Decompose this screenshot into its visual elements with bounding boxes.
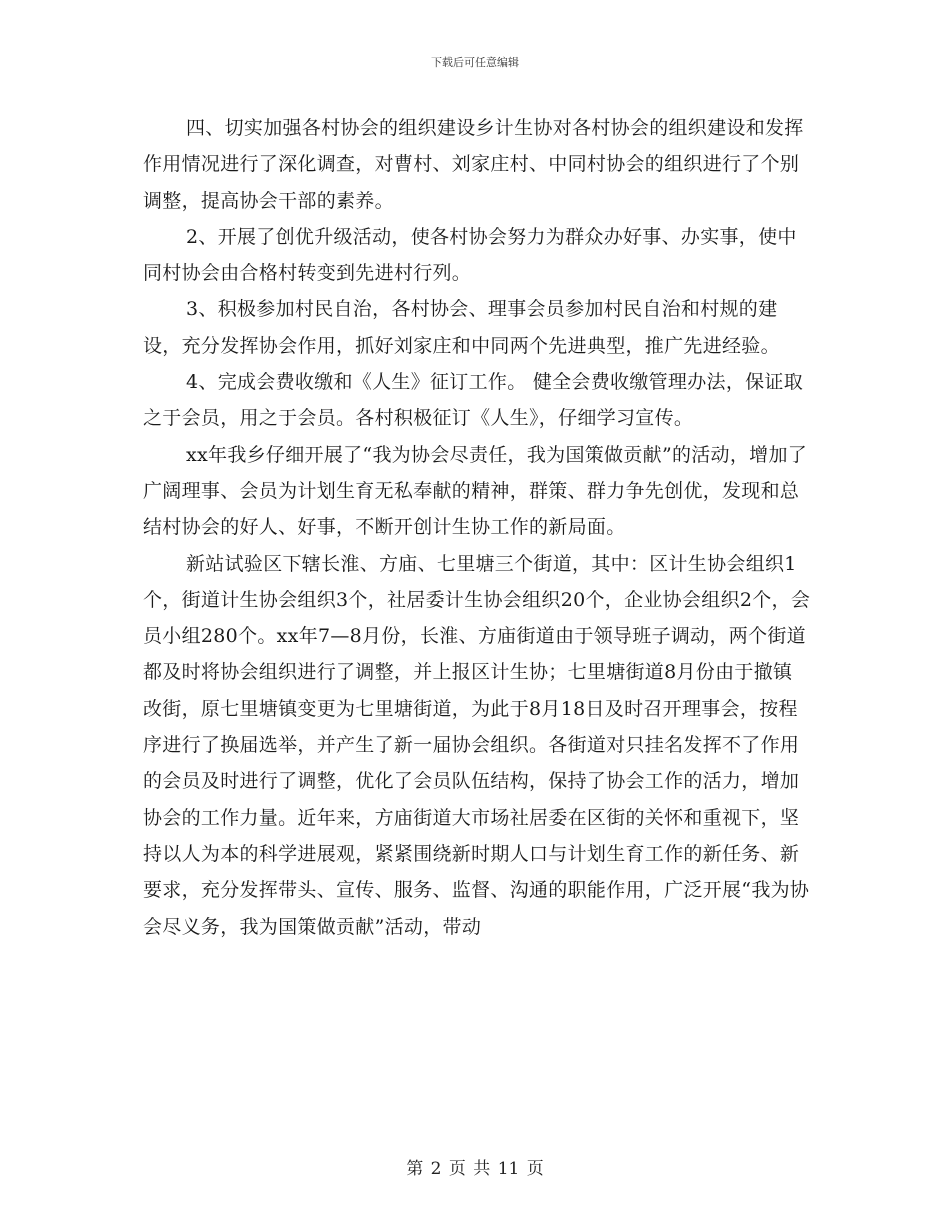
paragraph: 四、切实加强各村协会的组织建设乡计生协对各村协会的组织建设和发挥作用情况进行了深化调查，对曹村、刘家庄村、中同村协会的组织进行了个别调整，提高协会干部的素养。 bbox=[143, 117, 804, 212]
page-header-note: 下载后可任意编辑 bbox=[431, 56, 519, 69]
page-number: 第 2 页 共 11 页 bbox=[406, 1159, 544, 1179]
document-body bbox=[143, 110, 811, 945]
paragraph: 新站试验区下辖长淮、方庙、七里塘三个街道，其中：区计生协会组织1个，街道计生协会组织3个，社居委计生协会组织20个，企业协会组织2个，会员小组280个。xx年7—8月份，长淮、方庙街道由于领导班子调动，两个街道都及时将协会组织进行了调整，并上报区计生协；七里塘街道8月份由于撤镇改街，原七里塘镇变更为七里塘街道，为此于8月18日及时召开理事会，按程序进行了换届选举，并产生了新一届协会组织。各街道对只挂名发挥不了作用的会员及时进行了调整，优化了会员队伍结构，保持了协会工作的活力，增加协会的工作力量。近年来，方庙街道大市场社居委在区街的关怀和重视下，坚持以人为本的科学进展观，紧紧围绕新时期人口与计划生育工作的新任务、新要求，充分发挥带头、宣传、服务、监督、沟通的职能作用，广泛开展“我为协会尽义务，我为国策做贡献”活动，带动 bbox=[143, 552, 811, 938]
paragraph: 2、开展了创优升级活动，使各村协会努力为群众办好事、办实事，使中同村协会由合格村转变到先进村行列。 bbox=[143, 225, 797, 285]
paragraph: xx年我乡仔细开展了“我为协会尽责任，我为国策做贡献”的活动，增加了广阔理事、会员为计划生育无私奉献的精神，群策、群力争先创优，发现和总结村协会的好人、好事，不断开创计生协工作的新局面。 bbox=[143, 443, 808, 539]
paragraph: 3、积极参加村民自治，各村协会、理事会员参加村民自治和村规的建设，充分发挥协会作用，抓好刘家庄和中同两个先进典型，推广先进经验。 bbox=[143, 298, 780, 357]
paragraph: 4、完成会费收缴和《人生》征订工作。 健全会费收缴管理办法，保证取之于会员，用之于会员。各村积极征订《人生》，仔细学习宣传。 bbox=[143, 371, 804, 430]
